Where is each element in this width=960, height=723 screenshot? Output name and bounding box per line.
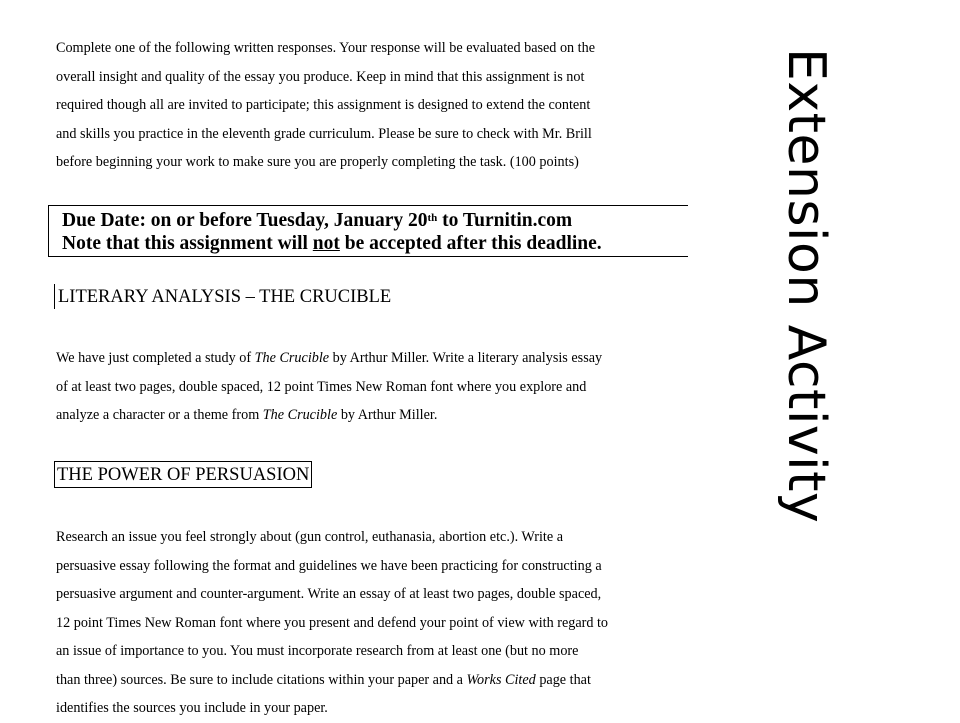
persuasion-line: an issue of importance to you. You must incorporate research from at least one (but no more	[56, 643, 579, 659]
crucible-line: of at least two pages, double spaced, 12 point Times New Roman font where you explore and	[56, 378, 587, 395]
persuasion-line: persuasive argument and counter-argument. Write an essay of at least two pages, double spaced,	[56, 586, 602, 602]
crucible-paragraph	[56, 344, 602, 430]
side-title-text: Extension Activity	[776, 48, 836, 524]
intro-line: overall insight and quality of the essay you produce. Keep in mind that this assignment is not	[56, 68, 585, 85]
crucible-heading: LITERARY ANALYSIS – THE CRUCIBLE	[58, 287, 392, 307]
persuasion-line: identifies the sources you include in your paper.	[56, 700, 328, 716]
deadline-note-text: Note that this assignment will	[62, 233, 313, 254]
persuasion-paragraph	[56, 523, 608, 723]
persuasion-line: Research an issue you feel strongly about (gun control, euthanasia, abortion etc.). Write a	[56, 529, 563, 545]
crucible-line: analyze a character or a theme from The Crucible by Arthur Miller.	[56, 407, 438, 423]
crucible-line: We have just completed a study of The Crucible by Arthur Miller. Write a literary analysis essay	[56, 350, 603, 366]
due-date-line	[62, 209, 572, 233]
persuasion-line: persuasive essay following the format and guidelines we have been practicing for constructing a	[56, 557, 602, 574]
persuasion-line: 12 point Times New Roman font where you present and defend your point of view with regard to	[56, 614, 609, 631]
due-date-destination: to Turnitin.com	[437, 210, 573, 231]
intro-line: before beginning your work to make sure you are properly completing the task. (100 points)	[56, 154, 579, 170]
works-cited-term: Works Cited	[466, 671, 536, 688]
intro-line: required though all are invited to participate; this assignment is designed to extend the content	[56, 97, 591, 113]
deadline-note-emphasis: not	[312, 233, 340, 254]
intro-line: Complete one of the following written responses. Your response will be evaluated based on the	[56, 40, 596, 56]
persuasion-heading: THE POWER OF PERSUASION	[54, 461, 312, 488]
intro-paragraph	[56, 34, 595, 177]
intro-line: and skills you practice in the eleventh grade curriculum. Please be sure to check with Mr. Brill	[56, 125, 592, 142]
due-date-text: Due Date: on or before Tuesday, January 20	[62, 210, 428, 231]
deadline-note-line	[62, 232, 602, 256]
book-title: The Crucible	[262, 407, 338, 423]
due-date-suffix: th	[427, 212, 438, 224]
book-title: The Crucible	[254, 350, 330, 366]
due-date-box	[48, 205, 688, 257]
persuasion-line: than three) sources. Be sure to include citations within your paper and a Works Cited page that	[56, 671, 591, 688]
deadline-note-text-end: be accepted after this deadline.	[339, 233, 602, 254]
side-title	[776, 48, 840, 688]
